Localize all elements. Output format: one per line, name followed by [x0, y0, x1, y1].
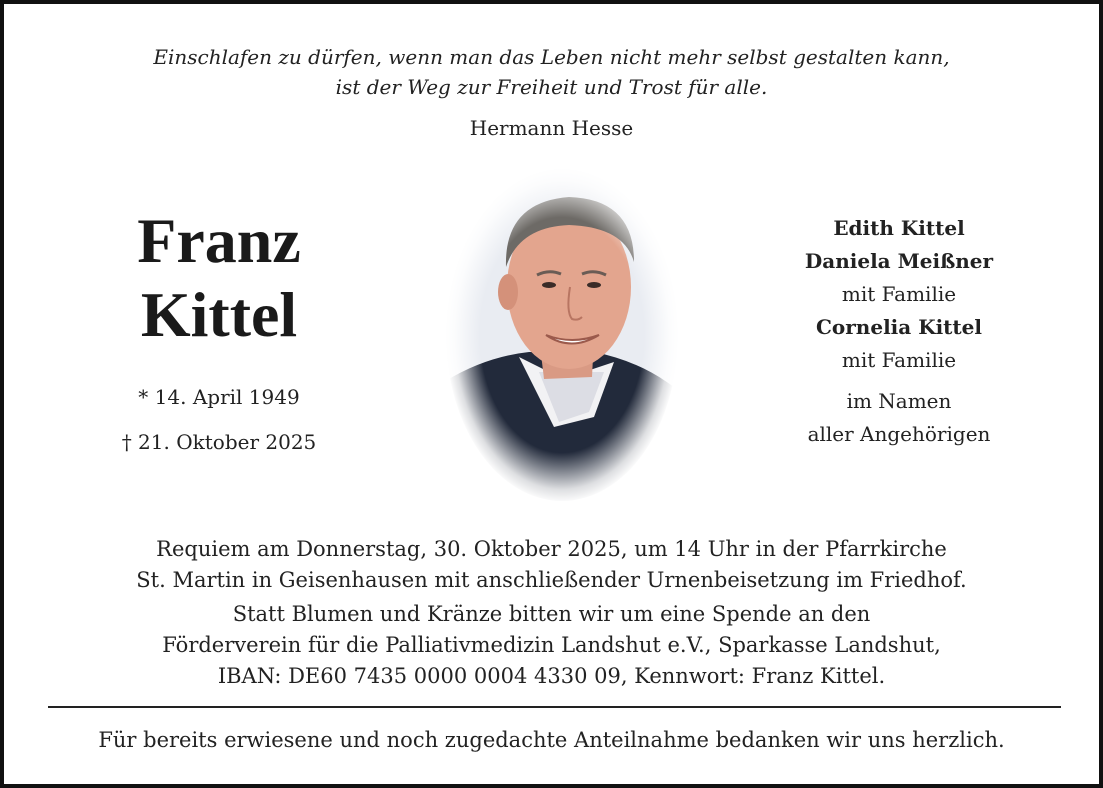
first-name: Franz [137, 205, 301, 276]
thanks-note: Für bereits erwiesene und noch zugedachte Anteilnahme bedanken wir uns herzlich. [98, 728, 1005, 752]
requiem-line: Requiem am Donnerstag, 30. Oktober 2025, um 14 Uhr in der Pfarrkirche [156, 537, 947, 561]
mourner-name: Edith Kittel [833, 216, 965, 240]
donation-line: Förderverein für die Palliativmedizin Landshut e.V., Sparkasse Landshut, [162, 633, 941, 657]
divider [48, 706, 1061, 708]
donation-line: IBAN: DE60 7435 0000 0004 4330 09, Kennwort: Franz Kittel. [217, 664, 886, 688]
on-behalf-line: im Namen [846, 389, 952, 413]
donation-line: Statt Blumen und Kränze bitten wir um eine Spende an den [232, 602, 871, 626]
mourner-name: Cornelia Kittel [816, 315, 982, 339]
requiem-info [4, 534, 1099, 596]
portrait-photo [444, 167, 680, 504]
mourner-name: Daniela Meißner [804, 249, 994, 273]
quote-author: Hermann Hesse [469, 116, 634, 140]
quote-line-1: Einschlafen zu dürfen, wenn man das Leben nicht mehr selbst gestalten kann, [153, 45, 950, 69]
mourner-note: mit Familie [841, 282, 957, 306]
death-date: † 21. Oktober 2025 [121, 430, 317, 454]
deceased-name [84, 204, 354, 352]
mourner-note: mit Familie [841, 348, 957, 372]
birth-date: * 14. April 1949 [138, 385, 300, 409]
quote-line-2: ist der Weg zur Freiheit und Trost für alle. [335, 75, 768, 99]
on-behalf-line: aller Angehörigen [807, 422, 991, 446]
donation-info [4, 599, 1099, 692]
mourners [749, 212, 1049, 451]
quote [4, 42, 1099, 102]
last-name: Kittel [140, 279, 298, 350]
requiem-line: St. Martin in Geisenhausen mit anschließender Urnenbeisetzung im Friedhof. [136, 568, 967, 592]
